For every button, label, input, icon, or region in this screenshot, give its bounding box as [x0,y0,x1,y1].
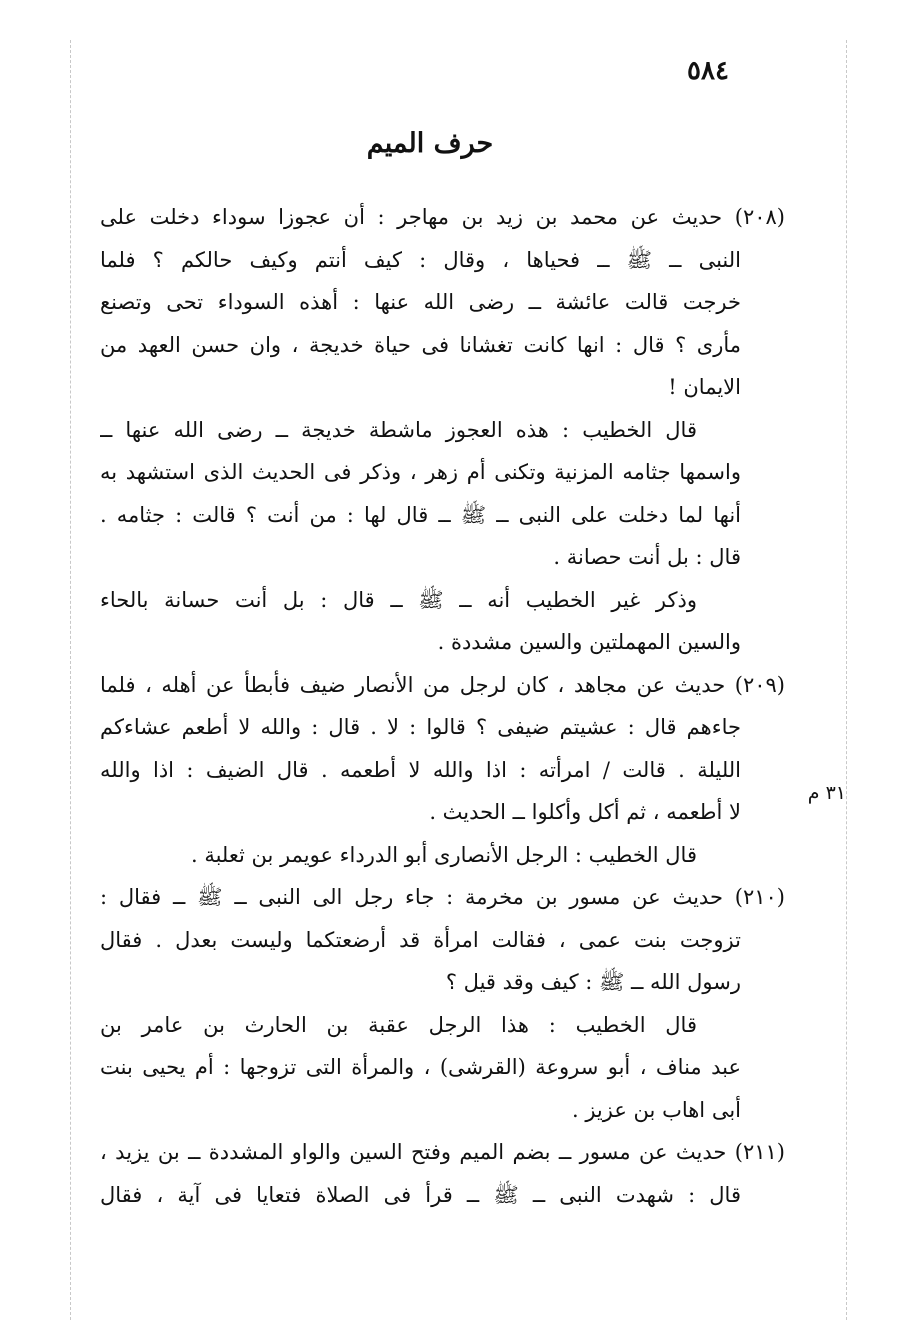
text-line: (٢٠٩) حديث عن مجاهد ، كان لرجل من الأنصار ضيف فأبطأ عن أهله ، فلما [100,672,785,697]
page-number: ٥٨٤ [687,56,729,86]
text-line: قال : بل أنت حصانة . [553,545,741,569]
text-line: عبد مناف ، أبو سروعة (القرشى) ، والمرأة التى تزوجها : أم يحيى بنت [100,1055,741,1079]
text-line: مأرى ؟ قال : انها كانت تغشانا فى حياة خديجة ، وان حسن العهد من [100,332,741,357]
margin-note: ٣١ م [807,782,846,804]
text-line: أبى اهاب بن عزيز . [571,1097,741,1122]
text-line: (٢١١) حديث عن مسور ــ بضم الميم وفتح السين والواو المشددة ــ بن يزيد ، [100,1140,785,1164]
margin-guide-right [846,40,847,1320]
text-line: واسمها جثامه المزنية وتكنى أم زهر ، وذكر فى الحديث الذى استشهد به [100,460,741,484]
text-line: رسول الله ــ ﷺ : كيف وقد قيل ؟ [445,970,741,994]
text-line: (٢٠٨) حديث عن محمد بن زيد بن مهاجر : أن عجوزا سوداء دخلت على [100,205,785,229]
text-line: وذكر غير الخطيب أنه ــ ﷺ ــ قال : بل أنت حسانة بالحاء [100,587,697,612]
text-line: جاءهم قال : عشيتم ضيفى ؟ قالوا : لا . قال : والله لا أطعم عشاءكم [100,715,741,739]
body-text [100,196,785,1216]
text-line: الليلة . قالت / امرأته : اذا والله لا أطعمه . قال الضيف : اذا والله [100,757,741,782]
text-line: والسين المهملتين والسين مشددة . [437,630,741,654]
text-line: قال الخطيب : الرجل الأنصارى أبو الدرداء عويمر بن ثعلبة . [190,842,697,867]
text-line: أنها لما دخلت على النبى ــ ﷺ ــ قال لها : من أنت ؟ قالت : جثامه . [100,502,741,527]
text-line: قال الخطيب : هذا الرجل عقبة بن الحارث بن عامر بن [100,1012,697,1037]
text-line: الايمان ! [668,375,741,399]
text-line: النبى ــ ﷺ ــ فحياها ، وقال : كيف أنتم وكيف حالكم ؟ فلما [100,247,741,272]
text-line: خرجت قالت عائشة ــ رضى الله عنها : أهذه السوداء تحى وتصنع [100,290,741,314]
text-line: لا أطعمه ، ثم أكل وأكلوا ــ الحديث . [429,800,741,824]
text-line: (٢١٠) حديث عن مسور بن مخرمة : جاء رجل الى النبى ــ ﷺ ــ فقال : [100,885,785,909]
margin-guide-left [70,40,71,1320]
text-line: تزوجت بنت عمى ، فقالت امرأة قد أرضعتكما وليست بعدل . فقال [100,927,741,952]
text-line: قال : شهدت النبى ــ ﷺ ــ قرأ فى الصلاة فتعايا فى آية ، فقال [100,1182,741,1207]
chapter-title: حرف الميم [366,128,494,159]
text-line: قال الخطيب : هذه العجوز ماشطة خديجة ــ رضى الله عنها ــ [100,417,697,442]
